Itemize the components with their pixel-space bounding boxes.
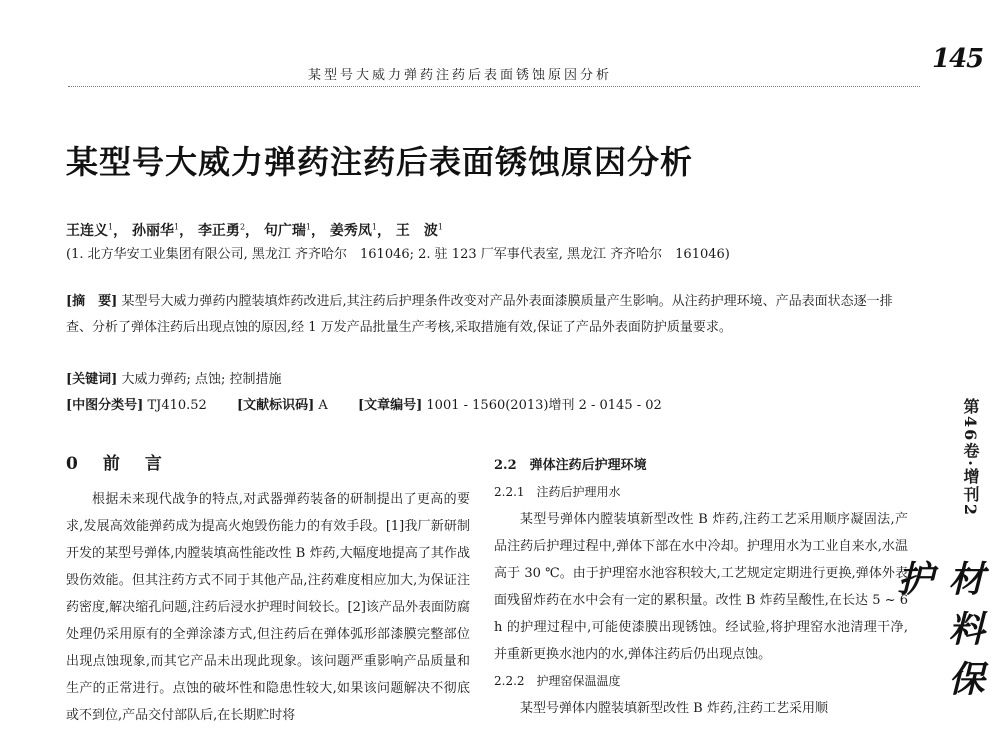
abstract-text: 某型号大威力弹药内膛装填炸药改进后,其注药后护理条件改变对产品外表面漆膜质量产生影响。从注药护理环境、产品表面状态逐一排查、分析了弹体注药后出现点蚀的原因,经 1 万发产品批量生产考核,采取措施有效,保证了产品外表面防护质量要求。 xyxy=(66,294,893,335)
author-name: 王连义 xyxy=(66,223,108,239)
author-affiliation-mark: 1 xyxy=(437,222,443,232)
author-list: 王连义$^1$， 孙丽华$^1$， 李正勇$^2$， 句广瑞$^1$， 姜秀凤$^1$， 王 波$^1$ xyxy=(66,222,443,239)
classification-line xyxy=(66,394,662,413)
section-heading-introduction: 0 前 言 xyxy=(66,454,166,474)
doc-code-label: [文献标识码] xyxy=(236,398,315,413)
author-name: 句广瑞 xyxy=(263,223,306,239)
author-name: 孙丽华 xyxy=(131,223,174,239)
keywords xyxy=(66,368,281,387)
sidebar-journal-name: 材料保护 xyxy=(892,560,985,710)
subsection-heading-2-2-2: 2.2.2 护理窑保温温度 xyxy=(494,674,621,688)
keywords-text: 大威力弹药; 点蚀; 控制措施 xyxy=(121,372,282,387)
author-name: 姜秀凤 xyxy=(329,223,372,239)
doc-code: A xyxy=(318,398,328,413)
header-rule xyxy=(68,86,920,87)
article-number: 1001 - 1560(2013)增刊 2 - 0145 - 02 xyxy=(426,398,662,413)
keywords-label: [关键词] xyxy=(66,372,118,387)
affiliations: (1. 北方华安工业集团有限公司, 黑龙江 齐齐哈尔 161046; 2. 驻 123 厂军事代表室, 黑龙江 齐齐哈尔 161046) xyxy=(66,247,730,262)
author-name: 李正勇 xyxy=(197,223,240,239)
subsection-paragraph-2-2-1: 某型号弹体内膛装填新型改性 B 炸药,注药工艺采用顺序凝固法,产品注药后护理过程中,弹体下部在水中冷却。护理用水为工业自来水,水温高于 30 ℃。由于护理窑水池容积较大,工艺规定定期进行更换,弹体外表面残留炸药在水中会有一定的累积量。改性 B 炸药呈酸性,在长达 5 ~ 6 h 的护理过程中,可能使漆膜出现锈蚀。经试验,将护理窑水池清理干净,并重新更换水池内的水,弹体注药后仍出现点蚀。 xyxy=(494,512,908,662)
clc-label: [中图分类号] xyxy=(66,398,144,413)
page-number: 145 xyxy=(932,44,984,74)
author-affiliation-mark: 2 xyxy=(239,222,246,232)
subsection-paragraph-2-2-2: 某型号弹体内膛装填新型改性 B 炸药,注药工艺采用顺 xyxy=(520,701,828,716)
author-name: 王 波 xyxy=(395,223,438,239)
subsection-heading-2-2-1: 2.2.1 注药后护理用水 xyxy=(494,485,621,499)
section-heading-2-2: 2.2 弹体注药后护理环境 xyxy=(494,458,647,473)
right-column xyxy=(494,450,908,722)
clc-code: TJ410.52 xyxy=(147,398,207,413)
author-affiliation-mark: 1 xyxy=(371,222,377,232)
running-header: 某型号大威力弹药注药后表面锈蚀原因分析 xyxy=(307,68,612,83)
sidebar-volume: 第46卷·增刊2 xyxy=(961,398,980,517)
introduction-paragraph: 根据未来现代战争的特点,对武器弹药装备的研制提出了更高的要求,发展高效能弹药成为提高火炮毁伤能力的有效手段。[1]我厂新研制开发的某型号弹体,内膛装填高性能改性 B 炸药,大幅度地提高了其作战毁伤效能。但其注药方式不同于其他产品,注药难度相应加大,为保证注药密度,解决缩孔问题,注药后浸水护理时间较长。[2]该产品外表面防腐处理仍采用原有的全弹涂漆方式,但注药后在弹体弧形部漆膜完整部位出现点蚀现象,而其它产品未出现此现象。该问题严重影响产品质量和生产的正常进行。点蚀的破坏性和隐患性较大,如果该问题解决不彻底或不到位,产品交付部队后,在长期贮时将 xyxy=(66,492,470,723)
article-title: 某型号大威力弹药注药后表面锈蚀原因分析 xyxy=(66,143,694,181)
left-column xyxy=(66,450,470,729)
abstract xyxy=(66,289,918,341)
abstract-label: [摘 要] xyxy=(66,294,118,309)
author-affiliation-mark: 1 xyxy=(305,222,311,232)
article-number-label: [文章编号] xyxy=(357,398,423,413)
author-affiliation-mark: 1 xyxy=(108,222,114,232)
author-affiliation-mark: 1 xyxy=(173,222,180,232)
